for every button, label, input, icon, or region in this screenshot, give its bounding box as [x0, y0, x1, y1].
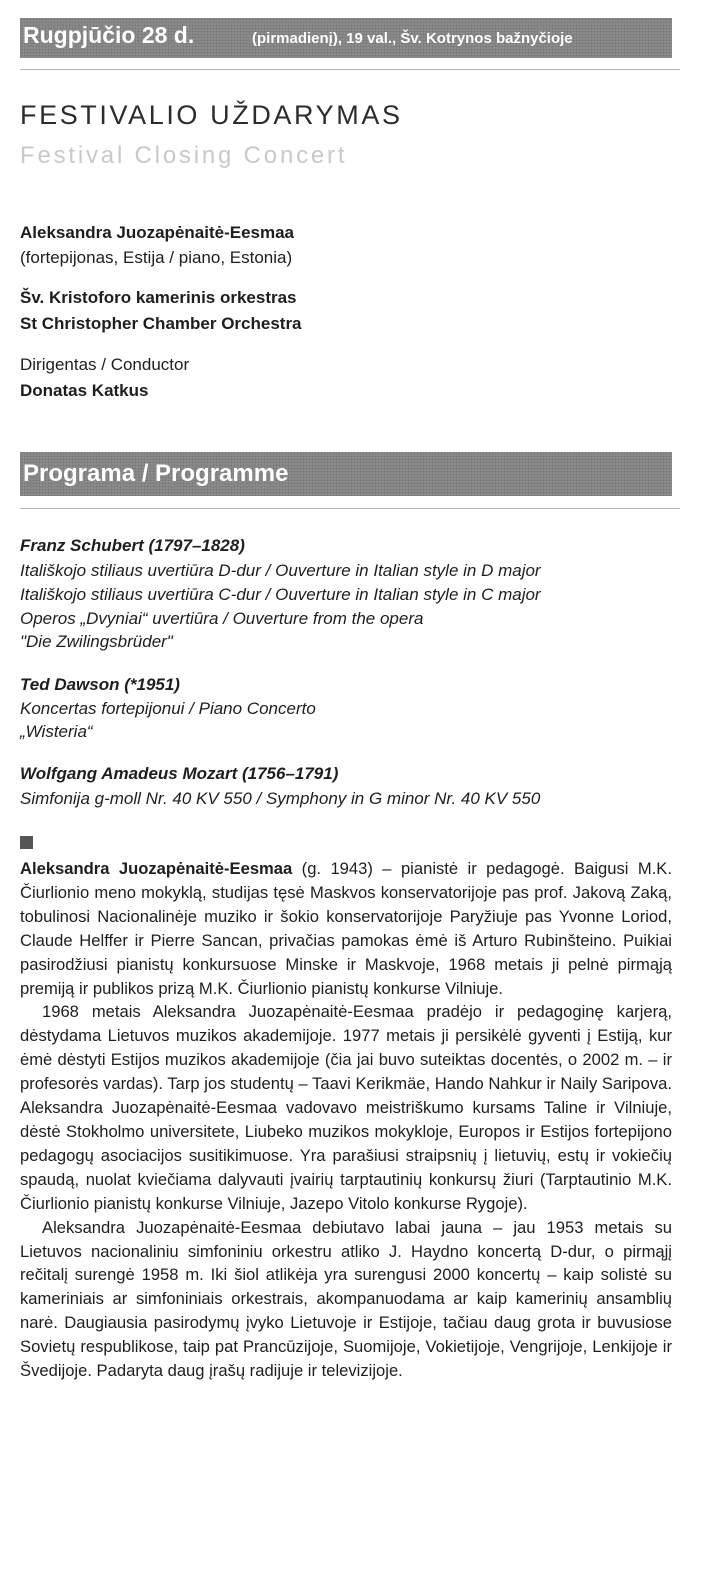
soloist-name: Aleksandra Juozapėnaitė-Eesmaa: [20, 223, 295, 242]
orchestra-name-en: St Christopher Chamber Orchestra: [20, 314, 302, 333]
concert-time-venue: (pirmadienį), 19 val., Šv. Kotrynos bažnyčioje: [252, 30, 573, 47]
date-banner: [20, 18, 672, 58]
work-item: Simfonija g-moll Nr. 40 KV 550 / Symphony in G minor Nr. 40 KV 550: [20, 789, 541, 808]
biography: [20, 857, 672, 1383]
work-item: Koncertas fortepijonui / Piano Concerto: [20, 699, 316, 718]
concert-title-en: Festival Closing Concert: [20, 142, 348, 169]
work-item: Operos „Dvyniai“ uvertiūra / Ouverture from the opera: [20, 609, 424, 628]
work-item: Itališkojo stiliaus uvertiūra D-dur / Ouverture in Italian style in D major: [20, 561, 541, 580]
composer-mozart: Wolfgang Amadeus Mozart (1756–1791): [20, 764, 339, 783]
concert-title-lt: FESTIVALIO UŽDARYMAS: [20, 100, 403, 130]
programme-heading: Programa / Programme: [23, 460, 289, 487]
bio-paragraph: Aleksandra Juozapėnaitė-Eesmaa debiutavo labai jauna – jau 1953 metais su Lietuvos nacionaliniu simfoniniu orkestru atliko J. Haydno koncertą D-dur, o pirmąjį rečitalį surengė 1958 m. Iki šiol atlikėja yra surengusi 2000 koncertų – kaip solistė su kameriniais ar simfoniniais orkestrais, akompanuodama ar kaip kamerinių ansamblių narė. Daugiausia pasirodymų įvyko Lietuvoje ir Estijoje, tačiau daug grota ir buvusiose Sovietų respublikose, taip pat Prancūzijoje, Suomijoje, Vokietijoje, Vengrijoje, Lenkijoje ir Švedijoje. Padaryta daug įrašų radijuje ir televizijoje.: [20, 1217, 672, 1381]
bio-text: (g. 1943) – pianistė ir pedagogė. Baigusi M.K. Čiurlionio meno mokyklą, studijas tęsė Maskvos konservatorijoje pas prof. Jakovą Zaką, tobulinosi Nacionalinėje muziko ir šokio konservatorijoje Paryžiuje pas Yvonne Loriod, Claude Helffer ir Pierre Sancan, privačias pamokas ėmė iš Arturo Rubinšteino. Puikiai pasirodžiusi pianistų konkursuose Minske ir Maskvoje, 1968 metais ji pelnė pirmąją premiją ir publikos prizą M.K. Čiurlionio pianistų konkurse Vilniuje.: [20, 859, 672, 998]
section-marker-icon: [20, 836, 33, 849]
bio-paragraph: 1968 metais Aleksandra Juozapėnaitė-Eesmaa pradėjo ir pedagoginę karjerą, dėstydama Lietuvos muzikos akademijoje. 1977 metais ji persikėlė gyventi į Estiją, kur ėmė dėstyti Estijos muzikos akademijoje (čia jai buvo suteiktas docentės, o 2002 m. – ir profesorės vardas). Tarp jos studentų – Taavi Kerikmäe, Hando Nahkur ir Naily Saripova. Aleksandra Juozapėnaitė-Eesmaa vadovavo meistriškumo kursams Taline ir Vilniuje, dėstė Stokholmo universitete, Liubeko muzikos mokykloje, Europos ir Estijos fortepijono pedagogų asociacijos susitikimuose. Yra parašiusi straipsnių į lietuvių, estų ir vokiečių spaudą, nuolat kviečiama dalyvauti įvairių tarptautinių konkursų žiuri (Tarptautinio M.K. Čiurlionio pianistų konkurse Vilniuje, Jazepo Vitolo konkurse Rygoje).: [20, 1002, 672, 1213]
divider: [20, 69, 680, 70]
orchestra-name-lt: Šv. Kristoforo kamerinis orkestras: [20, 288, 297, 307]
bio-paragraph: [20, 857, 672, 1000]
composer-schubert: Franz Schubert (1797–1828): [20, 536, 245, 555]
composer-dawson: Ted Dawson (*1951): [20, 675, 180, 694]
soloist-role: (fortepijonas, Estija / piano, Estonia): [20, 248, 293, 267]
concert-date: Rugpjūčio 28 d.: [23, 22, 195, 48]
programme-banner: [20, 452, 672, 496]
divider: [20, 508, 680, 509]
work-item: Itališkojo stiliaus uvertiūra C-dur / Ouverture in Italian style in C major: [20, 585, 541, 604]
work-item: „Wisteria“: [20, 722, 93, 741]
conductor-label: Dirigentas / Conductor: [20, 355, 190, 374]
conductor-name: Donatas Katkus: [20, 381, 149, 400]
work-item: "Die Zwilingsbrüder": [20, 632, 173, 651]
bio-name: Aleksandra Juozapėnaitė-Eesmaa: [20, 859, 293, 878]
